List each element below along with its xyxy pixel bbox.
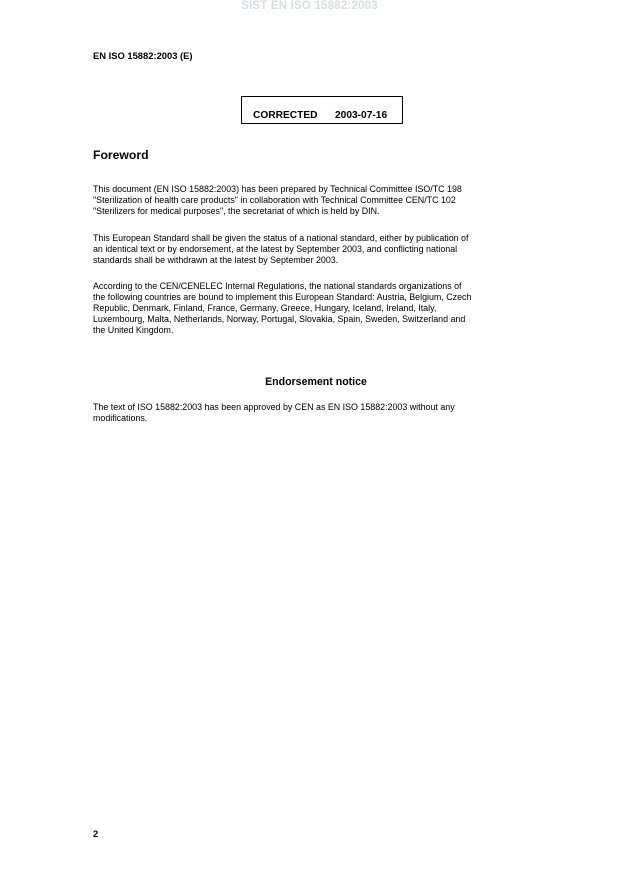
text-line: The text of ISO 15882:2003 has been approved by CEN as EN ISO 15882:2003 without any [93, 402, 455, 412]
text-line: standards shall be withdrawn at the latest by September 2003. [93, 255, 339, 266]
text-line: This European Standard shall be given the status of a national standard, either by publication of [93, 233, 469, 243]
corrected-label: CORRECTED [253, 110, 318, 121]
watermark-title: SIST EN ISO 15882:2003 [241, 0, 378, 12]
foreword-paragraph-3 [93, 281, 553, 336]
text-line: Luxembourg, Malta, Netherlands, Norway, Portugal, Slovakia, Spain, Sweden, Switzerland and [93, 314, 466, 325]
foreword-heading: Foreword [93, 148, 149, 162]
text-line: the following countries are bound to implement this European Standard: Austria, Belgium, Czech [93, 292, 472, 303]
document-id: EN ISO 15882:2003 (E) [93, 50, 193, 61]
endorsement-paragraph [93, 402, 553, 424]
page-number: 2 [93, 828, 99, 839]
corrected-date: 2003-07-16 [335, 110, 388, 121]
text-line: an identical text or by endorsement, at the latest by September 2003, and conflicting national [93, 244, 458, 255]
foreword-paragraph-1 [93, 184, 553, 217]
endorsement-heading: Endorsement notice [265, 376, 367, 388]
corrected-stamp-box [241, 96, 403, 124]
text-line: Republic, Denmark, Finland, France, Germany, Greece, Hungary, Iceland, Ireland, Italy, [93, 303, 437, 314]
text-line: the United Kingdom. [93, 325, 174, 336]
text-line: "Sterilizers for medical purposes", the secretariat of which is held by DIN. [93, 206, 380, 217]
text-line: "Sterilization of health care products" in collaboration with Technical Committee CEN/TC 102 [93, 195, 456, 206]
text-line: modifications. [93, 413, 148, 424]
text-line: This document (EN ISO 15882:2003) has been prepared by Technical Committee ISO/TC 198 [93, 184, 462, 194]
foreword-paragraph-2 [93, 233, 553, 266]
text-line: According to the CEN/CENELEC Internal Regulations, the national standards organizations of [93, 281, 462, 291]
